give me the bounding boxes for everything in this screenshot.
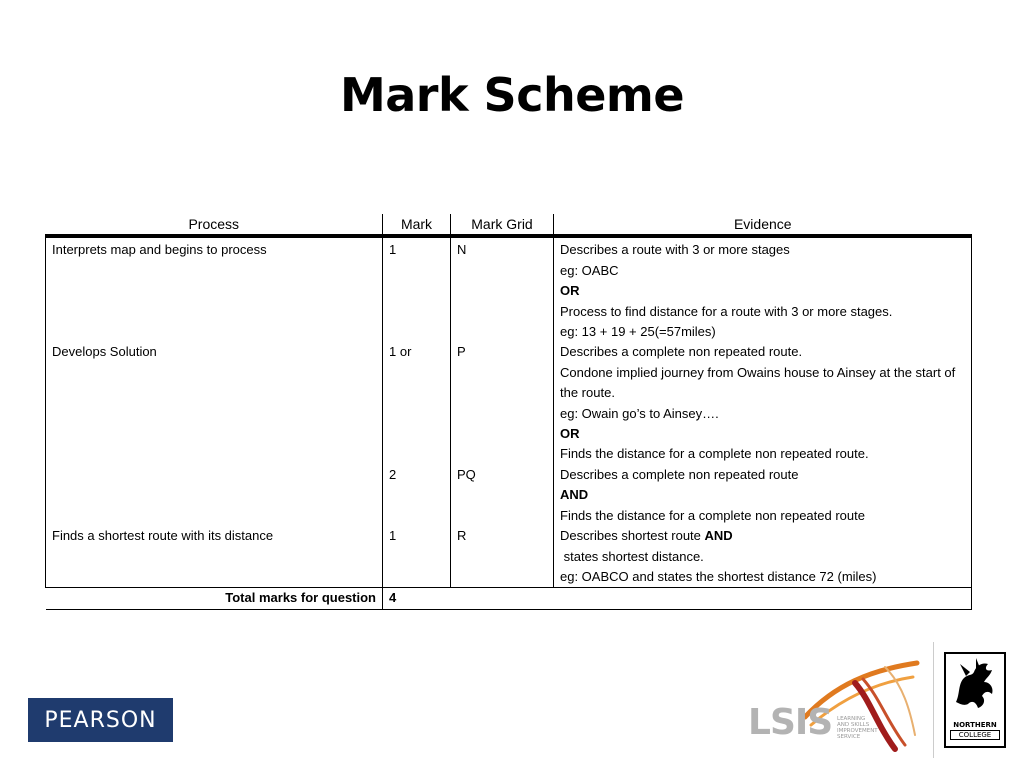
evidence-line: Describes a complete non repeated route.: [560, 344, 803, 360]
mark-value: 1 or: [389, 344, 412, 360]
process-item: Develops Solution: [52, 344, 157, 360]
evidence-text: Describes shortest route: [560, 528, 705, 544]
process-item: Interprets map and begins to process: [52, 242, 267, 258]
northern-college-label: [946, 721, 1004, 740]
lsis-tagline: [837, 716, 878, 740]
evidence-line: the route.: [560, 385, 615, 401]
evidence-line: Process to find distance for a route with 3 or more stages.: [560, 303, 893, 319]
evidence-line: Finds the distance for a complete non repeated route: [560, 507, 865, 523]
evidence-line: states shortest distance.: [560, 548, 704, 564]
lsis-logo: [745, 655, 925, 755]
grid-value: P: [457, 344, 466, 360]
evidence-line: Describes a complete non repeated route: [560, 466, 799, 482]
lsis-logo-text: LSIS: [748, 702, 833, 743]
evidence-line: Condone implied journey from Owains house to Ainsey at the start of: [560, 364, 956, 380]
pearson-logo-text: PEARSON: [44, 707, 157, 733]
evidence-line: [560, 526, 965, 546]
header-evidence: Evidence: [554, 214, 972, 236]
northern-college-logo: [944, 652, 1006, 748]
mark-cell: [383, 236, 451, 587]
grid-value: PQ: [457, 466, 476, 482]
grid-value: R: [457, 527, 467, 543]
lsis-tagline-line: AND SKILLS: [837, 722, 870, 728]
total-row: [46, 588, 972, 609]
evidence-line: OR: [560, 283, 580, 299]
evidence-line: Describes a route with 3 or more stages: [560, 242, 790, 258]
mark-value: 2: [389, 466, 397, 482]
lsis-tagline-line: SERVICE: [837, 734, 861, 740]
mark-value: 1: [389, 527, 397, 543]
table-header-row: [46, 214, 972, 236]
header-process: Process: [46, 214, 383, 236]
grid-value: N: [457, 242, 467, 258]
lsis-tagline-line: IMPROVEMENT: [837, 728, 878, 734]
evidence-line: AND: [560, 487, 589, 503]
table-row: [46, 236, 972, 587]
northern-college-line: COLLEGE: [950, 730, 1000, 740]
slide-title: Mark Scheme: [339, 68, 685, 122]
mark-scheme-table: [45, 214, 971, 610]
evidence-line: eg: OABC: [560, 262, 619, 278]
evidence-cell: [554, 236, 972, 587]
evidence-line: eg: Owain go’s to Ainsey….: [560, 405, 719, 421]
process-cell: [46, 236, 383, 587]
evidence-line: Finds the distance for a complete non repeated route.: [560, 446, 869, 462]
total-label: Total marks for question: [46, 588, 383, 609]
header-mark: Mark: [383, 214, 451, 236]
evidence-line: eg: 13 + 19 + 25(=57miles): [560, 324, 716, 340]
mark-value: 1: [389, 242, 397, 258]
header-mark-grid: Mark Grid: [451, 214, 554, 236]
evidence-keyword: AND: [704, 528, 733, 544]
northern-college-line: NORTHERN: [953, 721, 997, 729]
pearson-logo: [28, 698, 173, 742]
total-value: 4: [383, 588, 972, 609]
dragon-crest-icon: [946, 654, 1004, 716]
evidence-line: eg: OABCO and states the shortest distance 72 (miles): [560, 568, 877, 584]
evidence-line: OR: [560, 426, 580, 442]
logo-divider: [933, 642, 934, 758]
lsis-tagline-line: LEARNING: [837, 716, 866, 722]
process-item: Finds a shortest route with its distance: [52, 527, 274, 543]
mark-grid-cell: [451, 236, 554, 587]
